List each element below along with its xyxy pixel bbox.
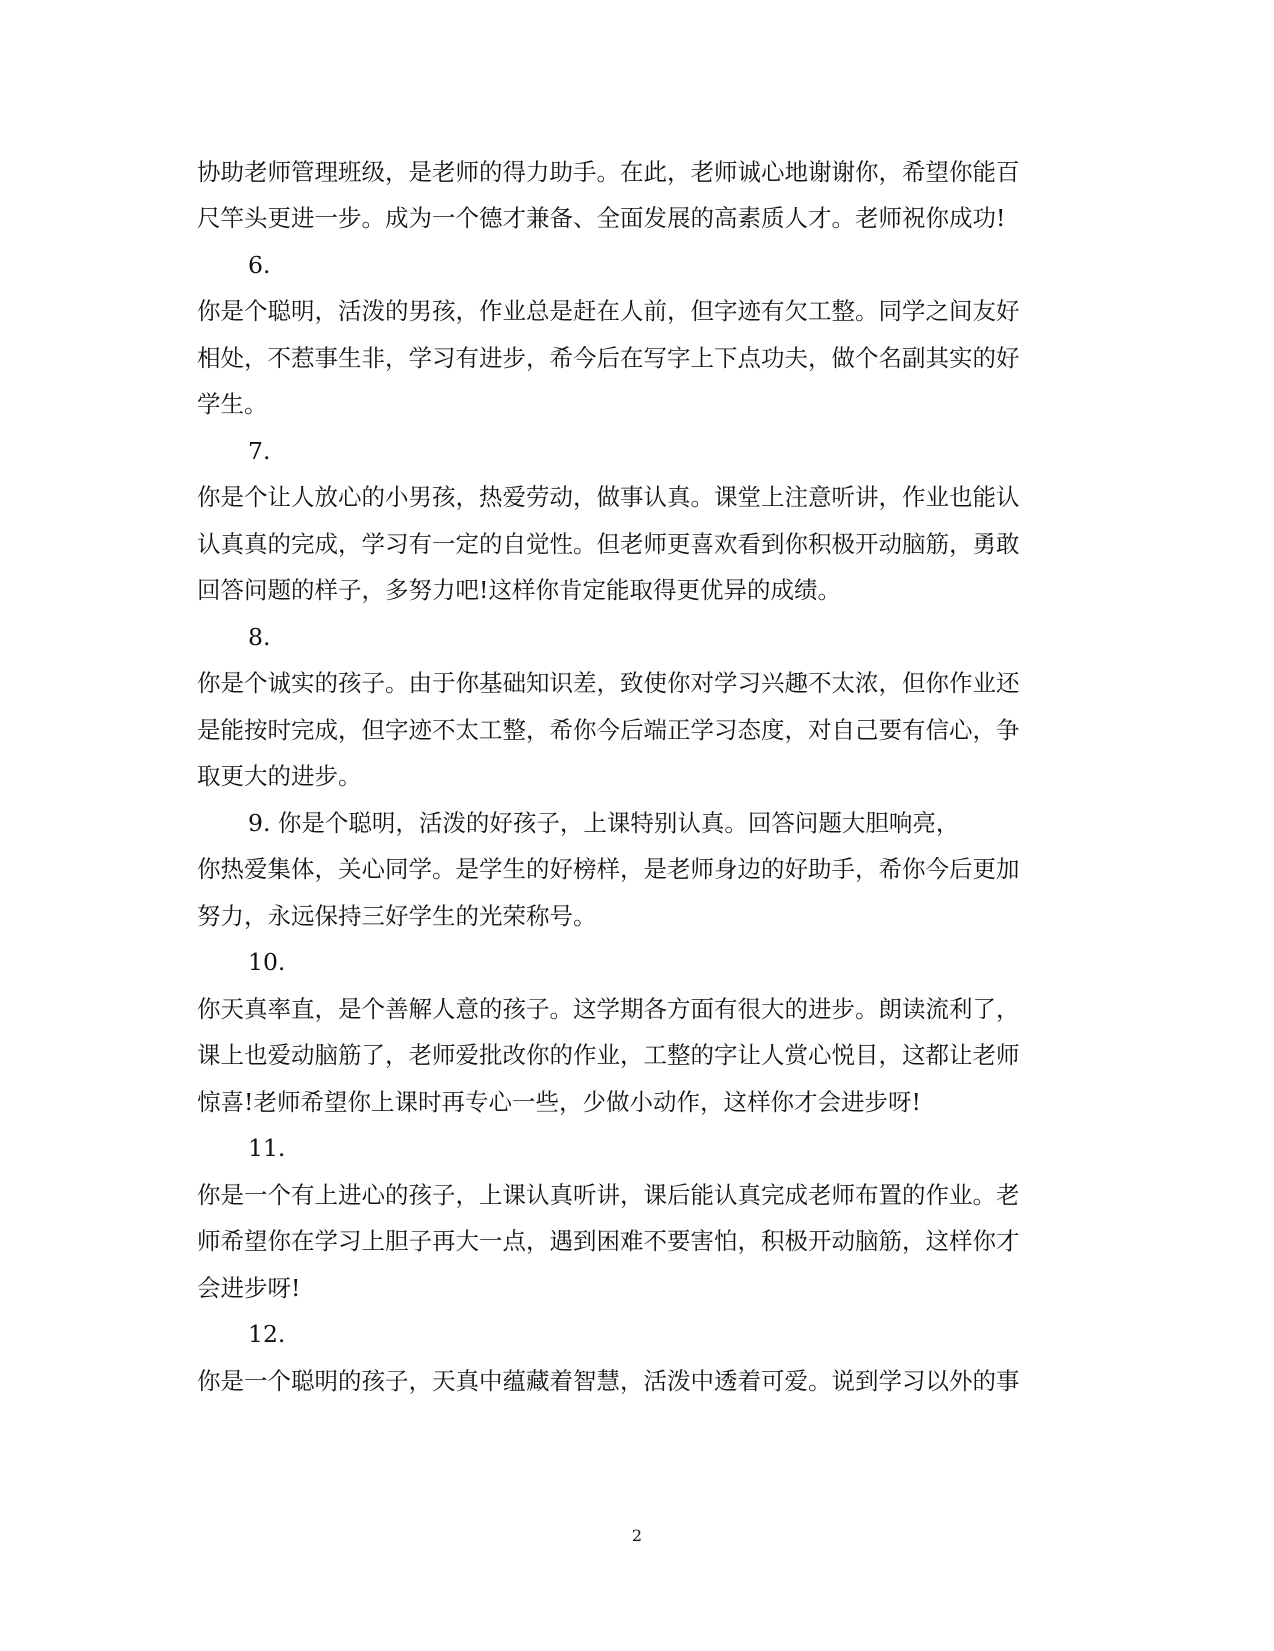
text-line: 你是个聪明，活泼的男孩，作业总是赶在人前，但字迹有欠工整。同学之间友好 (197, 297, 1020, 325)
text-line: 课上也爱动脑筋了，老师爱批改你的作业，工整的字让人赏心悦目，这都让老师 (197, 1041, 1020, 1069)
text-line: 你热爱集体，关心同学。是学生的好榜样，是老师身边的好助手，希你今后更加 (197, 855, 1020, 883)
text-line: 惊喜!老师希望你上课时再专心一些，少做小动作，这样你才会进步呀! (197, 1088, 921, 1116)
text-line: 你是个诚实的孩子。由于你基础知识差，致使你对学习兴趣不太浓，但你作业还 (197, 669, 1020, 697)
text-line: 努力，永远保持三好学生的光荣称号。 (197, 902, 597, 930)
text-line: 你天真率直，是个善解人意的孩子。这学期各方面有很大的进步。朗读流利了， (197, 995, 1020, 1023)
item-number: 11. (248, 1134, 286, 1162)
text-line: 认真真的完成，学习有一定的自觉性。但老师更喜欢看到你积极开动脑筋，勇敢 (197, 530, 1020, 558)
text-line: 取更大的进步。 (197, 762, 362, 790)
item-number: 10. (248, 948, 286, 976)
text-line: 你是一个聪明的孩子，天真中蕴藏着智慧，活泼中透着可爱。说到学习以外的事 (197, 1367, 1020, 1395)
text-line: 你是个让人放心的小男孩，热爱劳动，做事认真。课堂上注意听讲，作业也能认 (197, 483, 1020, 511)
item-number: 8. (248, 623, 271, 651)
text-line: 会进步呀! (197, 1274, 301, 1302)
item-number: 7. (248, 437, 271, 465)
text-line: 师希望你在学习上胆子再大一点，遇到困难不要害怕，积极开动脑筋，这样你才 (197, 1227, 1020, 1255)
item-number: 12. (248, 1320, 286, 1348)
item-number: 6. (248, 251, 271, 279)
text-line: 学生。 (197, 390, 268, 418)
text-line: 是能按时完成，但字迹不太工整，希你今后端正学习态度，对自己要有信心，争 (197, 716, 1020, 744)
page-number: 2 (631, 1526, 643, 1545)
item-number-with-text: 9. 你是个聪明，活泼的好孩子，上课特别认真。回答问题大胆响亮， (248, 809, 960, 837)
text-line: 尺竿头更进一步。成为一个德才兼备、全面发展的高素质人才。老师祝你成功! (197, 204, 1006, 232)
text-line: 回答问题的样子，多努力吧!这样你肯定能取得更优异的成绩。 (197, 576, 841, 604)
text-line: 你是一个有上进心的孩子，上课认真听讲，课后能认真完成老师布置的作业。老 (197, 1181, 1020, 1209)
text-line: 相处，不惹事生非，学习有进步，希今后在写字上下点功夫，做个名副其实的好 (197, 344, 1020, 372)
text-line: 协助老师管理班级，是老师的得力助手。在此，老师诚心地谢谢你，希望你能百 (197, 158, 1020, 186)
